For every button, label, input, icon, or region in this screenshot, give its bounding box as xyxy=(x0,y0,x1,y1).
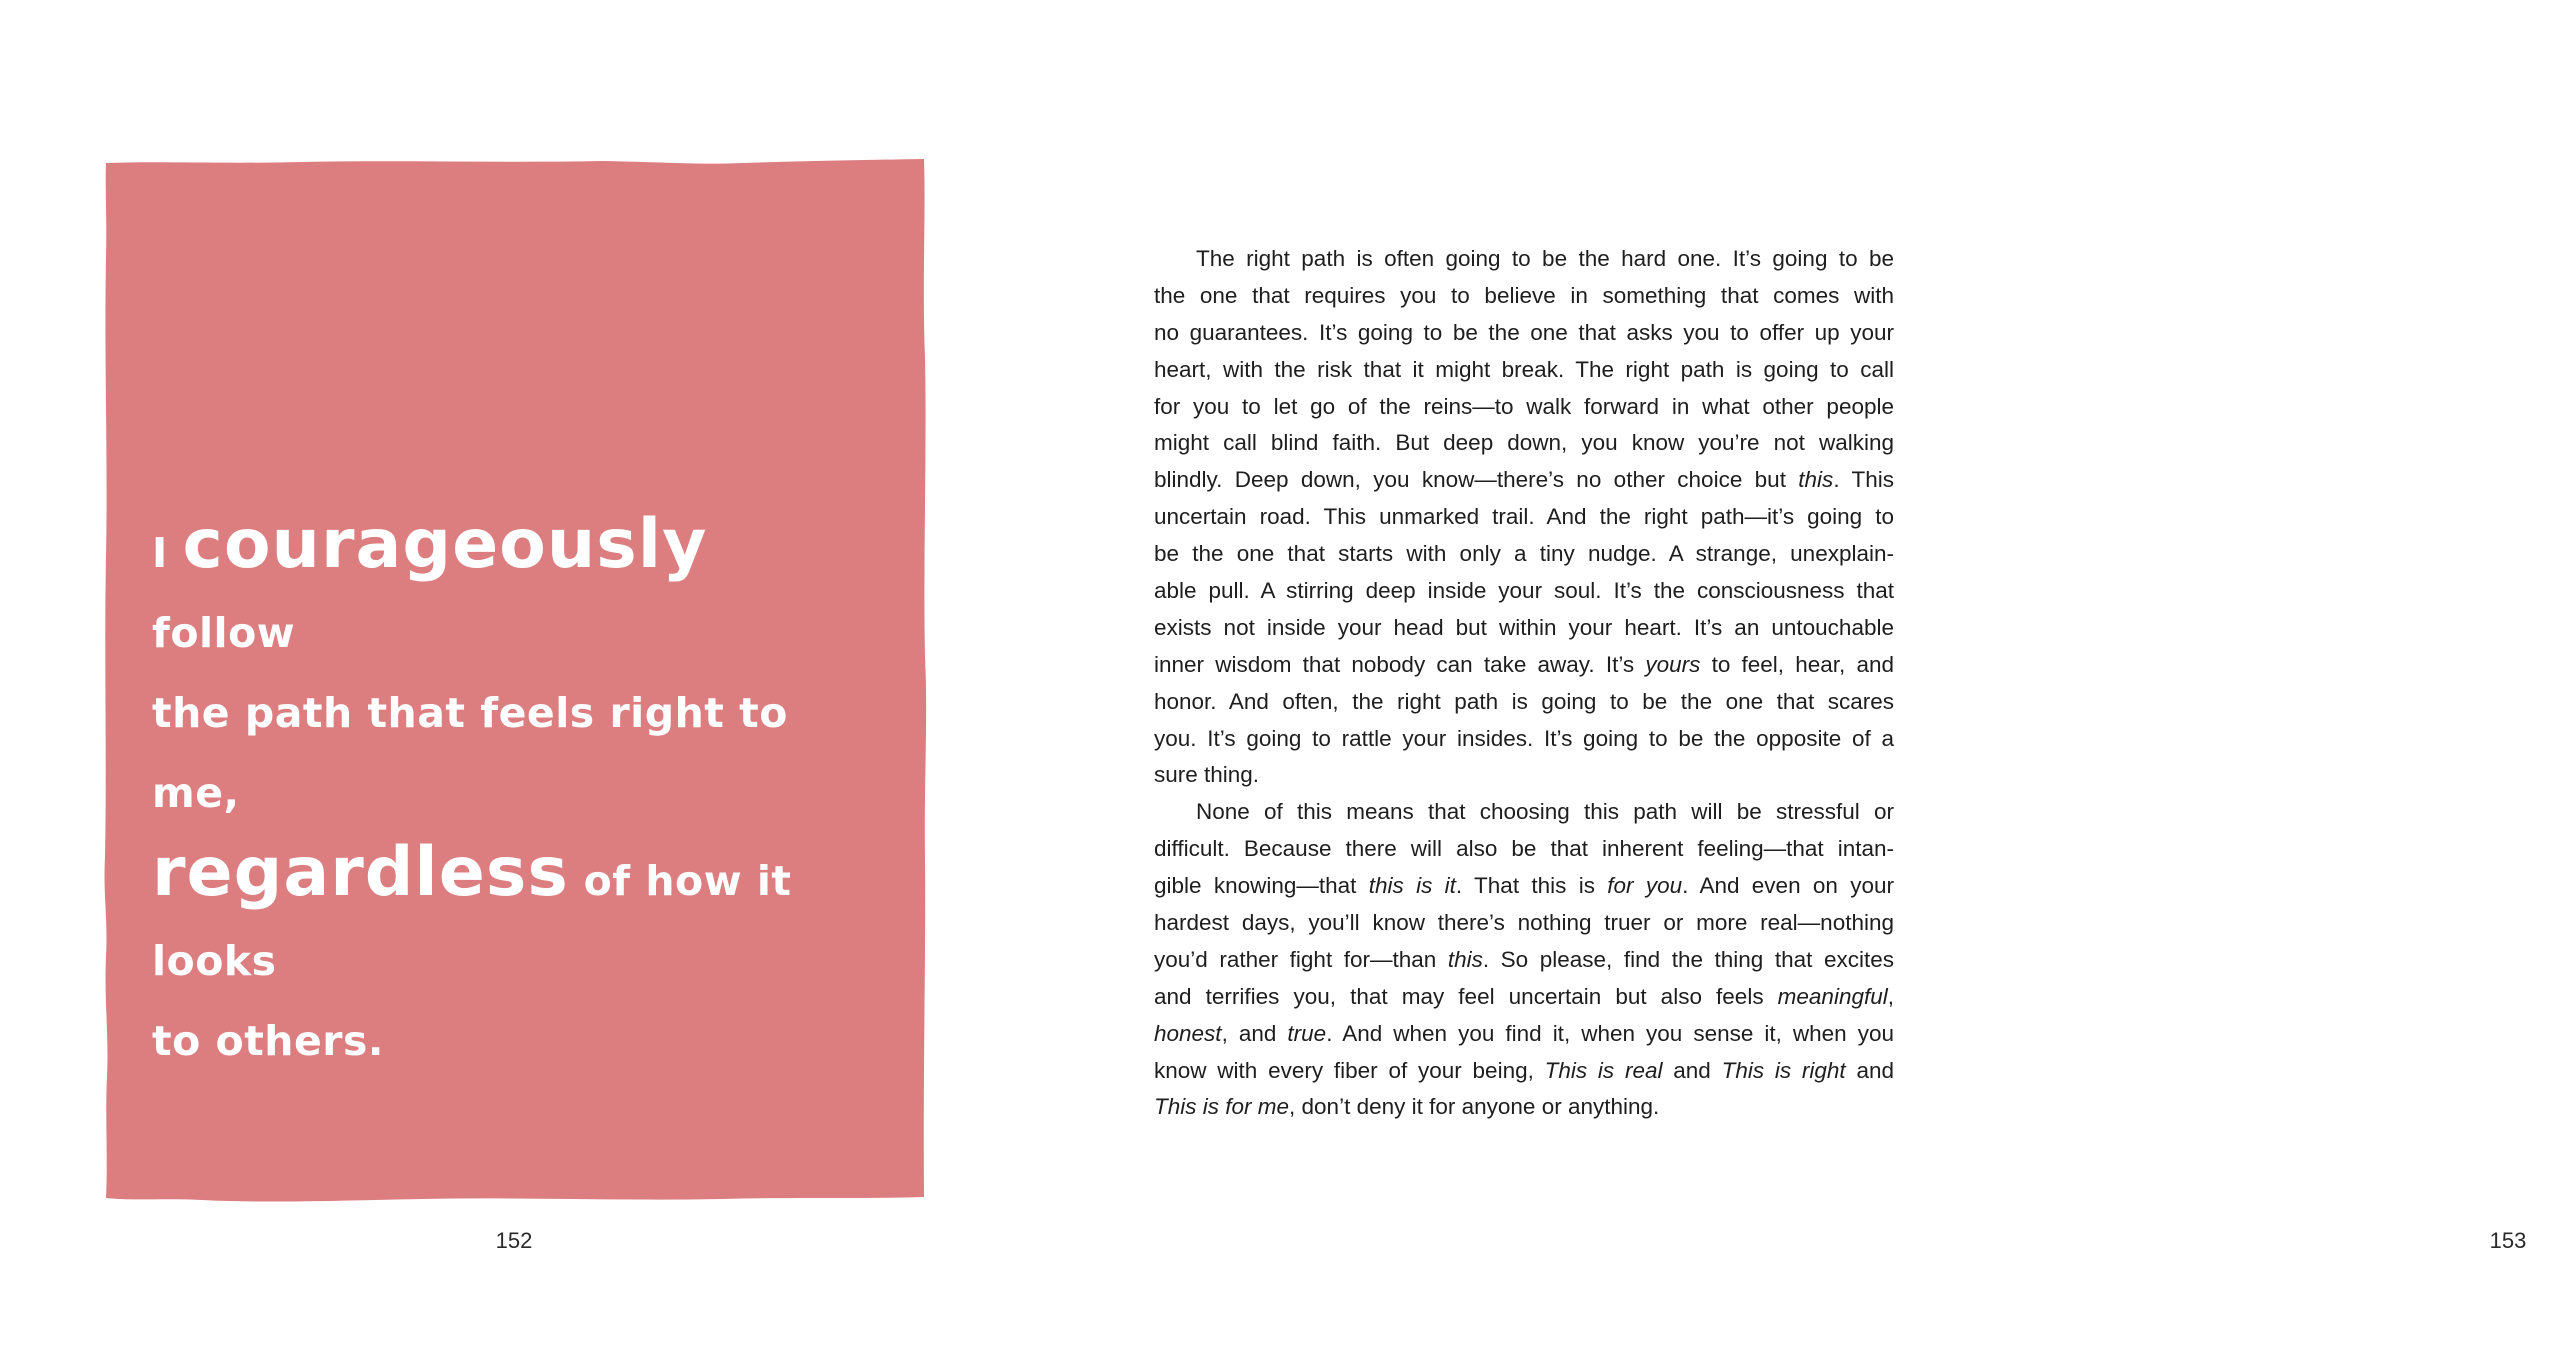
text-line xyxy=(1154,573,1894,610)
text-run: for you to let go of the reins—to walk forward in what other people xyxy=(1154,393,1894,419)
text-run: heart, with the risk that it might break. The right path is going to call xyxy=(1154,356,1894,382)
text-run: None of this means that choosing this path will be stressful or xyxy=(1196,799,1894,825)
quote-emphasis-regardless: regardless xyxy=(152,833,569,912)
text-run: and terrifies you, that may feel uncertain but also feels xyxy=(1154,983,1778,1009)
text-run: hardest days, you’ll know there’s nothing truer or more real—nothing xyxy=(1154,910,1894,936)
left-page xyxy=(0,0,1000,1346)
text-line xyxy=(1154,425,1894,462)
italic-text: this xyxy=(1798,467,1834,493)
italic-text: this is it xyxy=(1368,873,1456,899)
text-line xyxy=(1154,499,1894,536)
italic-text: true xyxy=(1287,1020,1327,1046)
italic-text: This is right xyxy=(1721,1057,1846,1083)
text-line xyxy=(1154,610,1894,647)
italic-text: yours xyxy=(1645,651,1701,677)
text-run: honor. And often, the right path is going to be the one that scares xyxy=(1154,688,1894,714)
text-run: difficult. Because there will also be that inherent feeling—that intan- xyxy=(1154,836,1894,862)
text-run: , xyxy=(1887,983,1894,1009)
page-number-left: 152 xyxy=(495,1228,533,1253)
italic-text: meaningful xyxy=(1777,983,1888,1009)
text-run: exists not inside your head but within your heart. It’s an untouchable xyxy=(1154,614,1894,640)
text-run: and xyxy=(1845,1057,1895,1083)
quote-line-1 xyxy=(152,505,852,673)
quote-line-3 xyxy=(152,833,852,1001)
right-page xyxy=(1000,0,2527,1346)
text-line xyxy=(1154,794,1894,831)
text-line xyxy=(1154,278,1894,315)
text-line xyxy=(1154,1089,1894,1126)
italic-text: This is real xyxy=(1544,1057,1663,1083)
italic-text: this xyxy=(1447,946,1483,972)
text-line xyxy=(1154,241,1894,278)
quote-line-2: the path that feels right to me, xyxy=(152,689,788,817)
text-run: The right path is often going to be the hard one. It’s going to be xyxy=(1196,246,1894,271)
italic-text: honest xyxy=(1154,1020,1222,1046)
text-line xyxy=(1154,647,1894,684)
text-run: . And when you find it, when you sense it, when you xyxy=(1326,1020,1895,1046)
affirmation-quote xyxy=(152,505,852,1081)
text-line xyxy=(1154,389,1894,426)
text-run: . So please, find the thing that excites xyxy=(1482,946,1894,972)
text-run: the one that requires you to believe in something that comes with xyxy=(1154,282,1894,308)
text-line xyxy=(1154,352,1894,389)
text-run: know with every fiber of your being, xyxy=(1154,1057,1545,1083)
text-run: you. It’s going to rattle your insides. It’s going to be the opposite of a xyxy=(1154,725,1894,751)
text-line xyxy=(1154,536,1894,573)
text-run: . That this is xyxy=(1455,873,1608,899)
text-line xyxy=(1154,1053,1894,1090)
quote-emphasis-courageously: courageously xyxy=(182,505,708,584)
text-run: inner wisdom that nobody can take away. It’s xyxy=(1154,651,1646,677)
text-run: to feel, hear, and xyxy=(1700,651,1894,677)
text-line xyxy=(1154,979,1894,1016)
text-line xyxy=(1154,868,1894,905)
body-text xyxy=(1154,241,1894,1126)
italic-text: This is for me xyxy=(1154,1094,1290,1120)
quote-line-4: to others. xyxy=(152,1017,385,1065)
text-line xyxy=(1154,315,1894,352)
text-line xyxy=(1154,831,1894,868)
text-line xyxy=(1154,1016,1894,1053)
italic-text: for you xyxy=(1607,873,1683,899)
quote-word: I xyxy=(152,529,183,577)
text-run: might call blind faith. But deep down, you know you’re not walking xyxy=(1154,430,1894,456)
text-line xyxy=(1154,757,1894,794)
text-run: uncertain road. This unmarked trail. And the right path—it’s going to xyxy=(1154,504,1894,530)
text-run: . This xyxy=(1833,467,1895,493)
text-run: , and xyxy=(1221,1020,1288,1046)
text-line xyxy=(1154,905,1894,942)
text-run: able pull. A stirring deep inside your soul. It’s the consciousness that xyxy=(1154,578,1894,604)
quote-word: of how it looks xyxy=(152,857,792,985)
text-run: be the one that starts with only a tiny nudge. A strange, unexplain- xyxy=(1154,541,1894,567)
text-run: sure thing. xyxy=(1154,762,1260,788)
text-run: no guarantees. It’s going to be the one that asks you to offer up your xyxy=(1154,319,1894,345)
quote-word: follow xyxy=(152,609,296,657)
text-line xyxy=(1154,462,1894,499)
text-run: you’d rather fight for—than xyxy=(1154,946,1448,972)
text-line xyxy=(1154,721,1894,758)
text-run: gible knowing—that xyxy=(1154,873,1369,899)
text-run: , don’t deny it for anyone or anything. xyxy=(1289,1094,1660,1120)
page-number-right: 153 xyxy=(2489,1228,2527,1253)
text-run: . And even on your xyxy=(1682,873,1895,899)
text-line xyxy=(1154,684,1894,721)
text-run: and xyxy=(1662,1057,1722,1083)
text-line xyxy=(1154,942,1894,979)
text-run: blindly. Deep down, you know—there’s no other choice but xyxy=(1154,467,1799,493)
